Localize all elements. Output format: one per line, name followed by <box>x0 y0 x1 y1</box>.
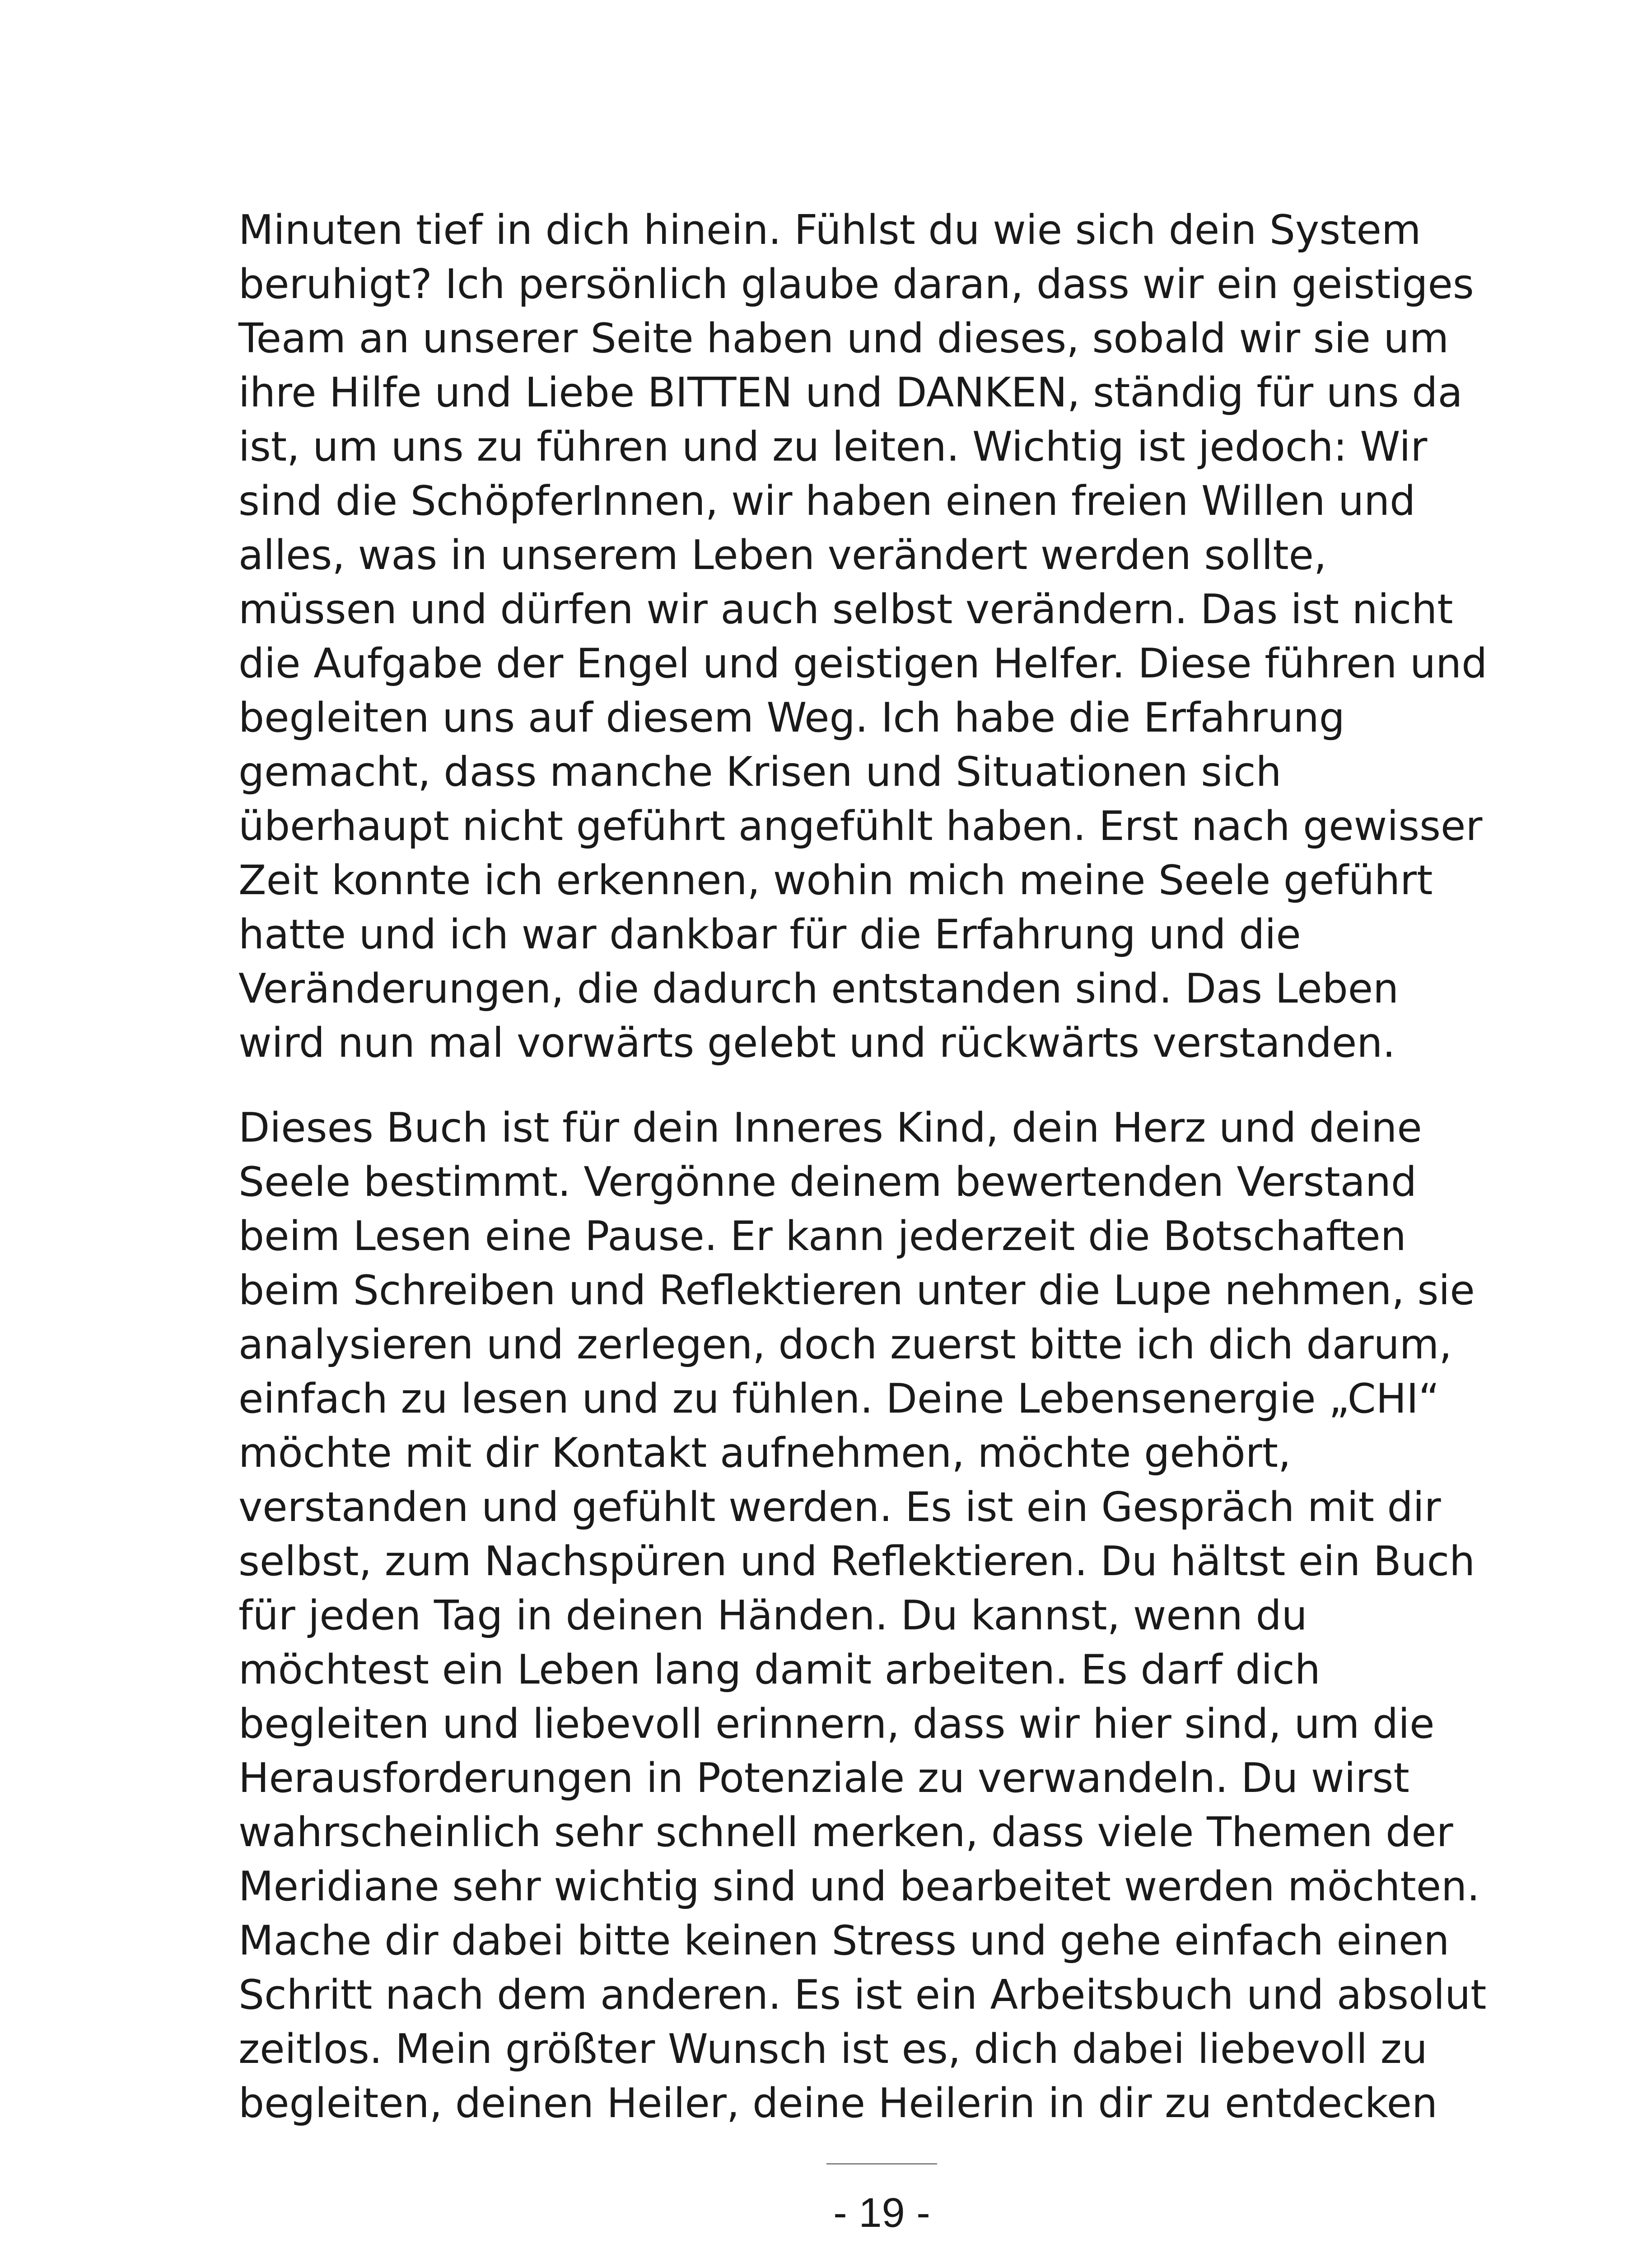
text-line: verstanden und gefühlt werden. Es ist ein Gespräch mit dir <box>238 1484 1441 1531</box>
text-line: Dieses Buch ist für dein Inneres Kind, dein Herz und deine <box>238 1104 1422 1152</box>
paragraph-2 <box>238 1101 1539 2131</box>
page-number: - 19 - <box>833 2190 930 2236</box>
text-line: Mache dir dabei bitte keinen Stress und gehe einfach einen <box>238 1917 1450 1964</box>
text-line: Seele bestimmt. Vergönne deinem bewertenden Verstand <box>238 1158 1417 1206</box>
text-line: beruhigt? Ich persönlich glaube daran, dass wir ein geistiges <box>238 261 1474 308</box>
text-line: möchte mit dir Kontakt aufnehmen, möchte gehört, <box>238 1429 1291 1477</box>
paragraph-1 <box>238 203 1539 1070</box>
text-line: ihre Hilfe und Liebe BITTEN und DANKEN, ständig für uns da <box>238 369 1463 416</box>
text-line: müssen und dürfen wir auch selbst verändern. Das ist nicht <box>238 586 1453 633</box>
text-line: gemacht, dass manche Krisen und Situationen sich <box>238 748 1282 796</box>
text-line: die Aufgabe der Engel und geistigen Helfer. Diese führen und <box>238 640 1488 687</box>
text-line: Schritt nach dem anderen. Es ist ein Arbeitsbuch und absolut <box>238 1971 1487 2019</box>
text-line: wahrscheinlich sehr schnell merken, dass viele Themen der <box>238 1809 1453 1856</box>
text-line: zeitlos. Mein größter Wunsch ist es, dich dabei liebevoll zu <box>238 2025 1428 2073</box>
text-line: Veränderungen, die dadurch entstanden sind. Das Leben <box>238 965 1399 1012</box>
text-line: überhaupt nicht geführt angefühlt haben. Erst nach gewisser <box>238 802 1483 850</box>
footer-divider <box>826 2163 937 2165</box>
text-line: möchtest ein Leben lang damit arbeiten. Es darf dich <box>238 1646 1321 1694</box>
text-line: begleiten, deinen Heiler, deine Heilerin in dir zu entdecken <box>238 2080 1438 2127</box>
text-line: Zeit konnte ich erkennen, wohin mich meine Seele geführt <box>238 857 1433 904</box>
text-line: ist, um uns zu führen und zu leiten. Wichtig ist jedoch: Wir <box>238 423 1428 471</box>
text-line: Herausforderungen in Potenziale zu verwandeln. Du wirst <box>238 1754 1409 1802</box>
text-line: begleiten uns auf diesem Weg. Ich habe die Erfahrung <box>238 694 1345 742</box>
text-line: sind die SchöpferInnen, wir haben einen freien Willen und <box>238 477 1416 525</box>
text-line: beim Lesen eine Pause. Er kann jederzeit die Botschaften <box>238 1213 1406 1260</box>
text-line: hatte und ich war dankbar für die Erfahrung und die <box>238 911 1301 958</box>
text-line: wird nun mal vorwärts gelebt und rückwärts verstanden. <box>238 1019 1395 1067</box>
text-line: alles, was in unserem Leben verändert werden sollte, <box>238 532 1327 579</box>
text-line: Meridiane sehr wichtig sind und bearbeitet werden möchten. <box>238 1863 1480 1910</box>
text-line: analysieren und zerlegen, doch zuerst bitte ich dich darum, <box>238 1321 1452 1368</box>
text-line: beim Schreiben und Reflektieren unter die Lupe nehmen, sie <box>238 1267 1475 1314</box>
text-line: Minuten tief in dich hinein. Fühlst du wie sich dein System <box>238 206 1421 254</box>
text-line: begleiten und liebevoll erinnern, dass wir hier sind, um die <box>238 1700 1435 1748</box>
text-line: einfach zu lesen und zu fühlen. Deine Lebensenergie „CHI“ <box>238 1375 1440 1423</box>
text-line: für jeden Tag in deinen Händen. Du kannst, wenn du <box>238 1592 1307 1639</box>
text-line: Team an unserer Seite haben und dieses, sobald wir sie um <box>238 315 1449 362</box>
text-line: selbst, zum Nachspüren und Reflektieren. Du hältst ein Buch <box>238 1538 1475 1585</box>
